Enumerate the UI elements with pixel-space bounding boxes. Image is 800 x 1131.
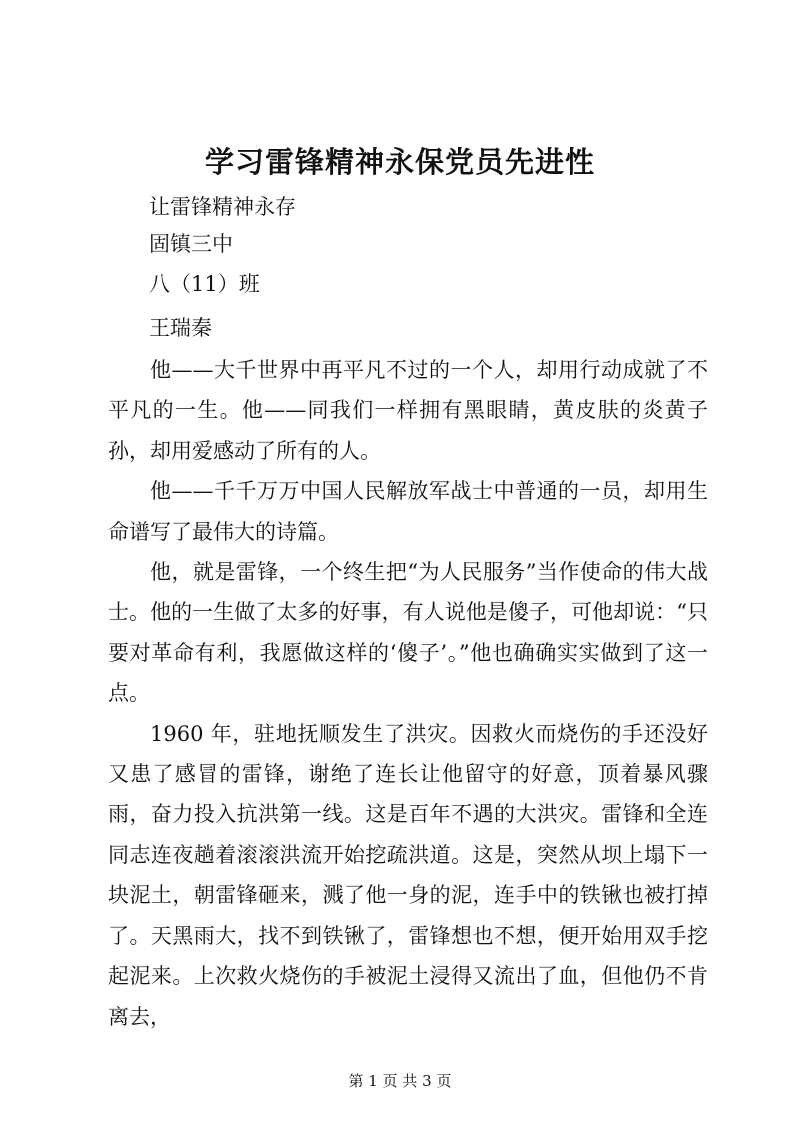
school-name: 固镇三中 [149,232,233,256]
paragraph: 1960 年，驻地抚顺发生了洪灾。因救火而烧伤的手还没好又患了感冒的雷锋，谢绝了连长让他留守的好意，顶着暴风骤雨，奋力投入抗洪第一线。这是百年不遇的大洪灾。雷锋和全连同志连夜趟着滚滚洪流开始挖疏洪道。这是，突然从坝上塌下一块泥土，朝雷锋砸来，溅了他一身的泥，连手中的铁锹也被打掉了。天黑雨大，找不到铁锹了，雷锋想也不想，便开始用双手挖起泥来。上次救火烧伤的手被泥土浸得又流出了血，但他仍不肯离去， [108,721,708,1029]
paragraph: 他——千千万万中国人民解放军战士中普通的一员，却用生命谱写了最伟大的诗篇。 [108,479,708,544]
document-title: 学习雷锋精神永保党员先进性 [204,145,595,179]
class-name: 八（11）班 [149,272,260,296]
paragraph: 他——大千世界中再平凡不过的一个人，却用行动成就了不平凡的一生。他——同我们一样拥有黑眼睛，黄皮肤的炎黄子孙，却用爱感动了所有的人。 [108,358,708,463]
subtitle: 让雷锋精神永存 [149,195,296,219]
paragraph: 他，就是雷锋，一个终生把“为人民服务”当作使命的伟大战士。他的一生做了太多的好事，有人说他是傻子，可他却说：“只要对革命有利，我愿做这样的‘傻子’。”他也确确实实做到了这一点。 [108,560,708,706]
page-footer: 第 1 页 共 3 页 [348,1072,452,1090]
document-body [108,350,708,1037]
author-name: 王瑞秦 [149,316,212,340]
